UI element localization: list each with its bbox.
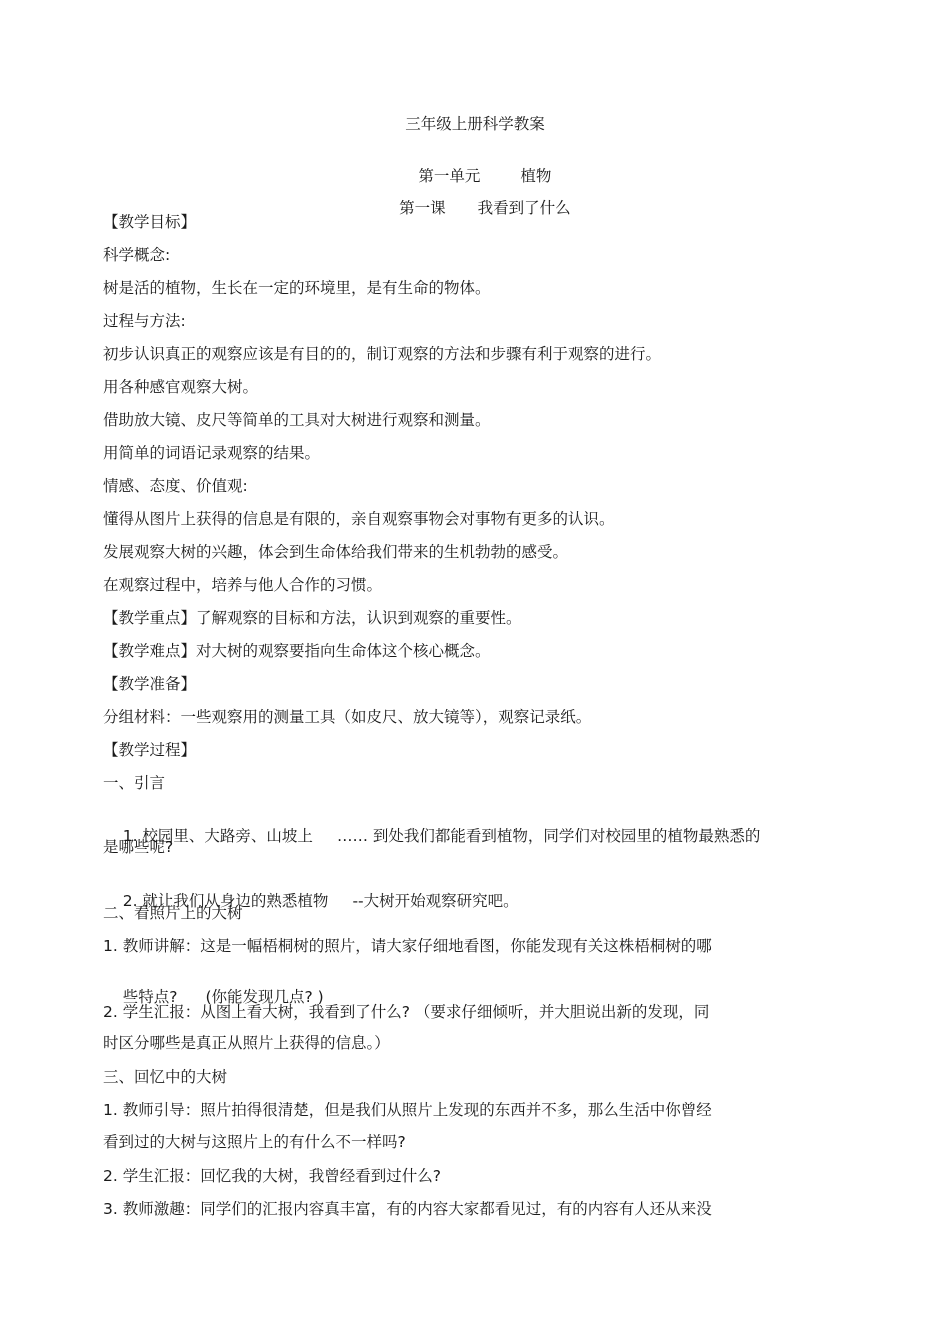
lesson-name: 我看到了什么 (477, 199, 571, 217)
paragraph: 时区分哪些是真正从照片上获得的信息。） (103, 1034, 390, 1052)
paragraph: 树是活的植物，生长在一定的环境里，是有生命的物体。 (103, 279, 491, 297)
unit-label: 第一单元 (418, 167, 481, 185)
paragraph: 用各种感官观察大树。 (103, 378, 259, 396)
doc-title: 三年级上册科学教案 (405, 115, 545, 133)
list-item-text: 2. 就让我们从身边的熟悉植物 (122, 892, 329, 910)
list-item-text: …… 到处我们都能看到植物，同学们对校园里的植物最熟悉的 (336, 827, 761, 845)
lesson-label: 第一课 (399, 199, 446, 217)
paragraph: 是哪些呢? (103, 838, 174, 856)
subheading-attitude: 情感、态度、价值观: (103, 477, 248, 495)
list-item: 1. 教师引导：照片拍得很清楚，但是我们从照片上发现的东西并不多，那么生活中你曾经 (103, 1101, 712, 1119)
paragraph-text: 些特点? (122, 988, 178, 1006)
paragraph-difficulty: 【教学难点】对大树的观察要指向生命体这个核心概念。 (103, 642, 491, 660)
section-heading-preparation: 【教学准备】 (103, 675, 197, 693)
paragraph: 借助放大镜、皮尺等简单的工具对大树进行观察和测量。 (103, 411, 491, 429)
list-item-text: --大树开始观察研究吧。 (352, 892, 519, 910)
paragraph: 懂得从图片上获得的信息是有限的，亲自观察事物会对事物有更多的认识。 (103, 510, 615, 528)
section-heading-process: 【教学过程】 (103, 741, 197, 759)
paragraph: 初步认识真正的观察应该是有目的的，制订观察的方法和步骤有利于观察的进行。 (103, 345, 662, 363)
paragraph: 用简单的词语记录观察的结果。 (103, 444, 321, 462)
paragraph: 在观察过程中，培养与他人合作的习惯。 (103, 576, 383, 594)
paragraph: 发展观察大树的兴趣，体会到生命体给我们带来的生机勃勃的感受。 (103, 543, 569, 561)
subheading-memory-tree: 三、回忆中的大树 (103, 1068, 228, 1086)
list-item-text: 1. 校园里、大路旁、山坡上 (122, 827, 313, 845)
section-heading-goals: 【教学目标】 (103, 213, 197, 231)
paragraph-text: (你能发现几点? ) (205, 988, 324, 1006)
list-item: 2. 学生汇报：回忆我的大树，我曾经看到过什么? (103, 1167, 441, 1185)
list-item: 3. 教师激趣：同学们的汇报内容真丰富，有的内容大家都看见过，有的内容有人还从来没 (103, 1200, 712, 1218)
paragraph: 分组材料：一些观察用的测量工具（如皮尺、放大镜等），观察记录纸。 (103, 708, 592, 726)
paragraph: 看到过的大树与这照片上的有什么不一样吗? (103, 1133, 406, 1151)
list-item: 2. 学生汇报：从图上看大树，我看到了什么? （要求仔细倾听，并大胆说出新的发现，同 (103, 1003, 710, 1021)
subheading-process: 过程与方法: (103, 312, 186, 330)
subheading-concepts: 科学概念: (103, 246, 171, 264)
subheading-photo-tree: 二、看照片上的大树 (103, 904, 243, 922)
list-item (103, 806, 760, 866)
paragraph-key-point: 【教学重点】了解观察的目标和方法，认识到观察的重要性。 (103, 609, 522, 627)
unit-name: 植物 (520, 167, 552, 185)
list-item: 1. 教师讲解：这是一幅梧桐树的照片，请大家仔细地看图，你能发现有关这株梧桐树的哪 (103, 937, 712, 955)
subheading-intro: 一、引言 (103, 774, 166, 792)
